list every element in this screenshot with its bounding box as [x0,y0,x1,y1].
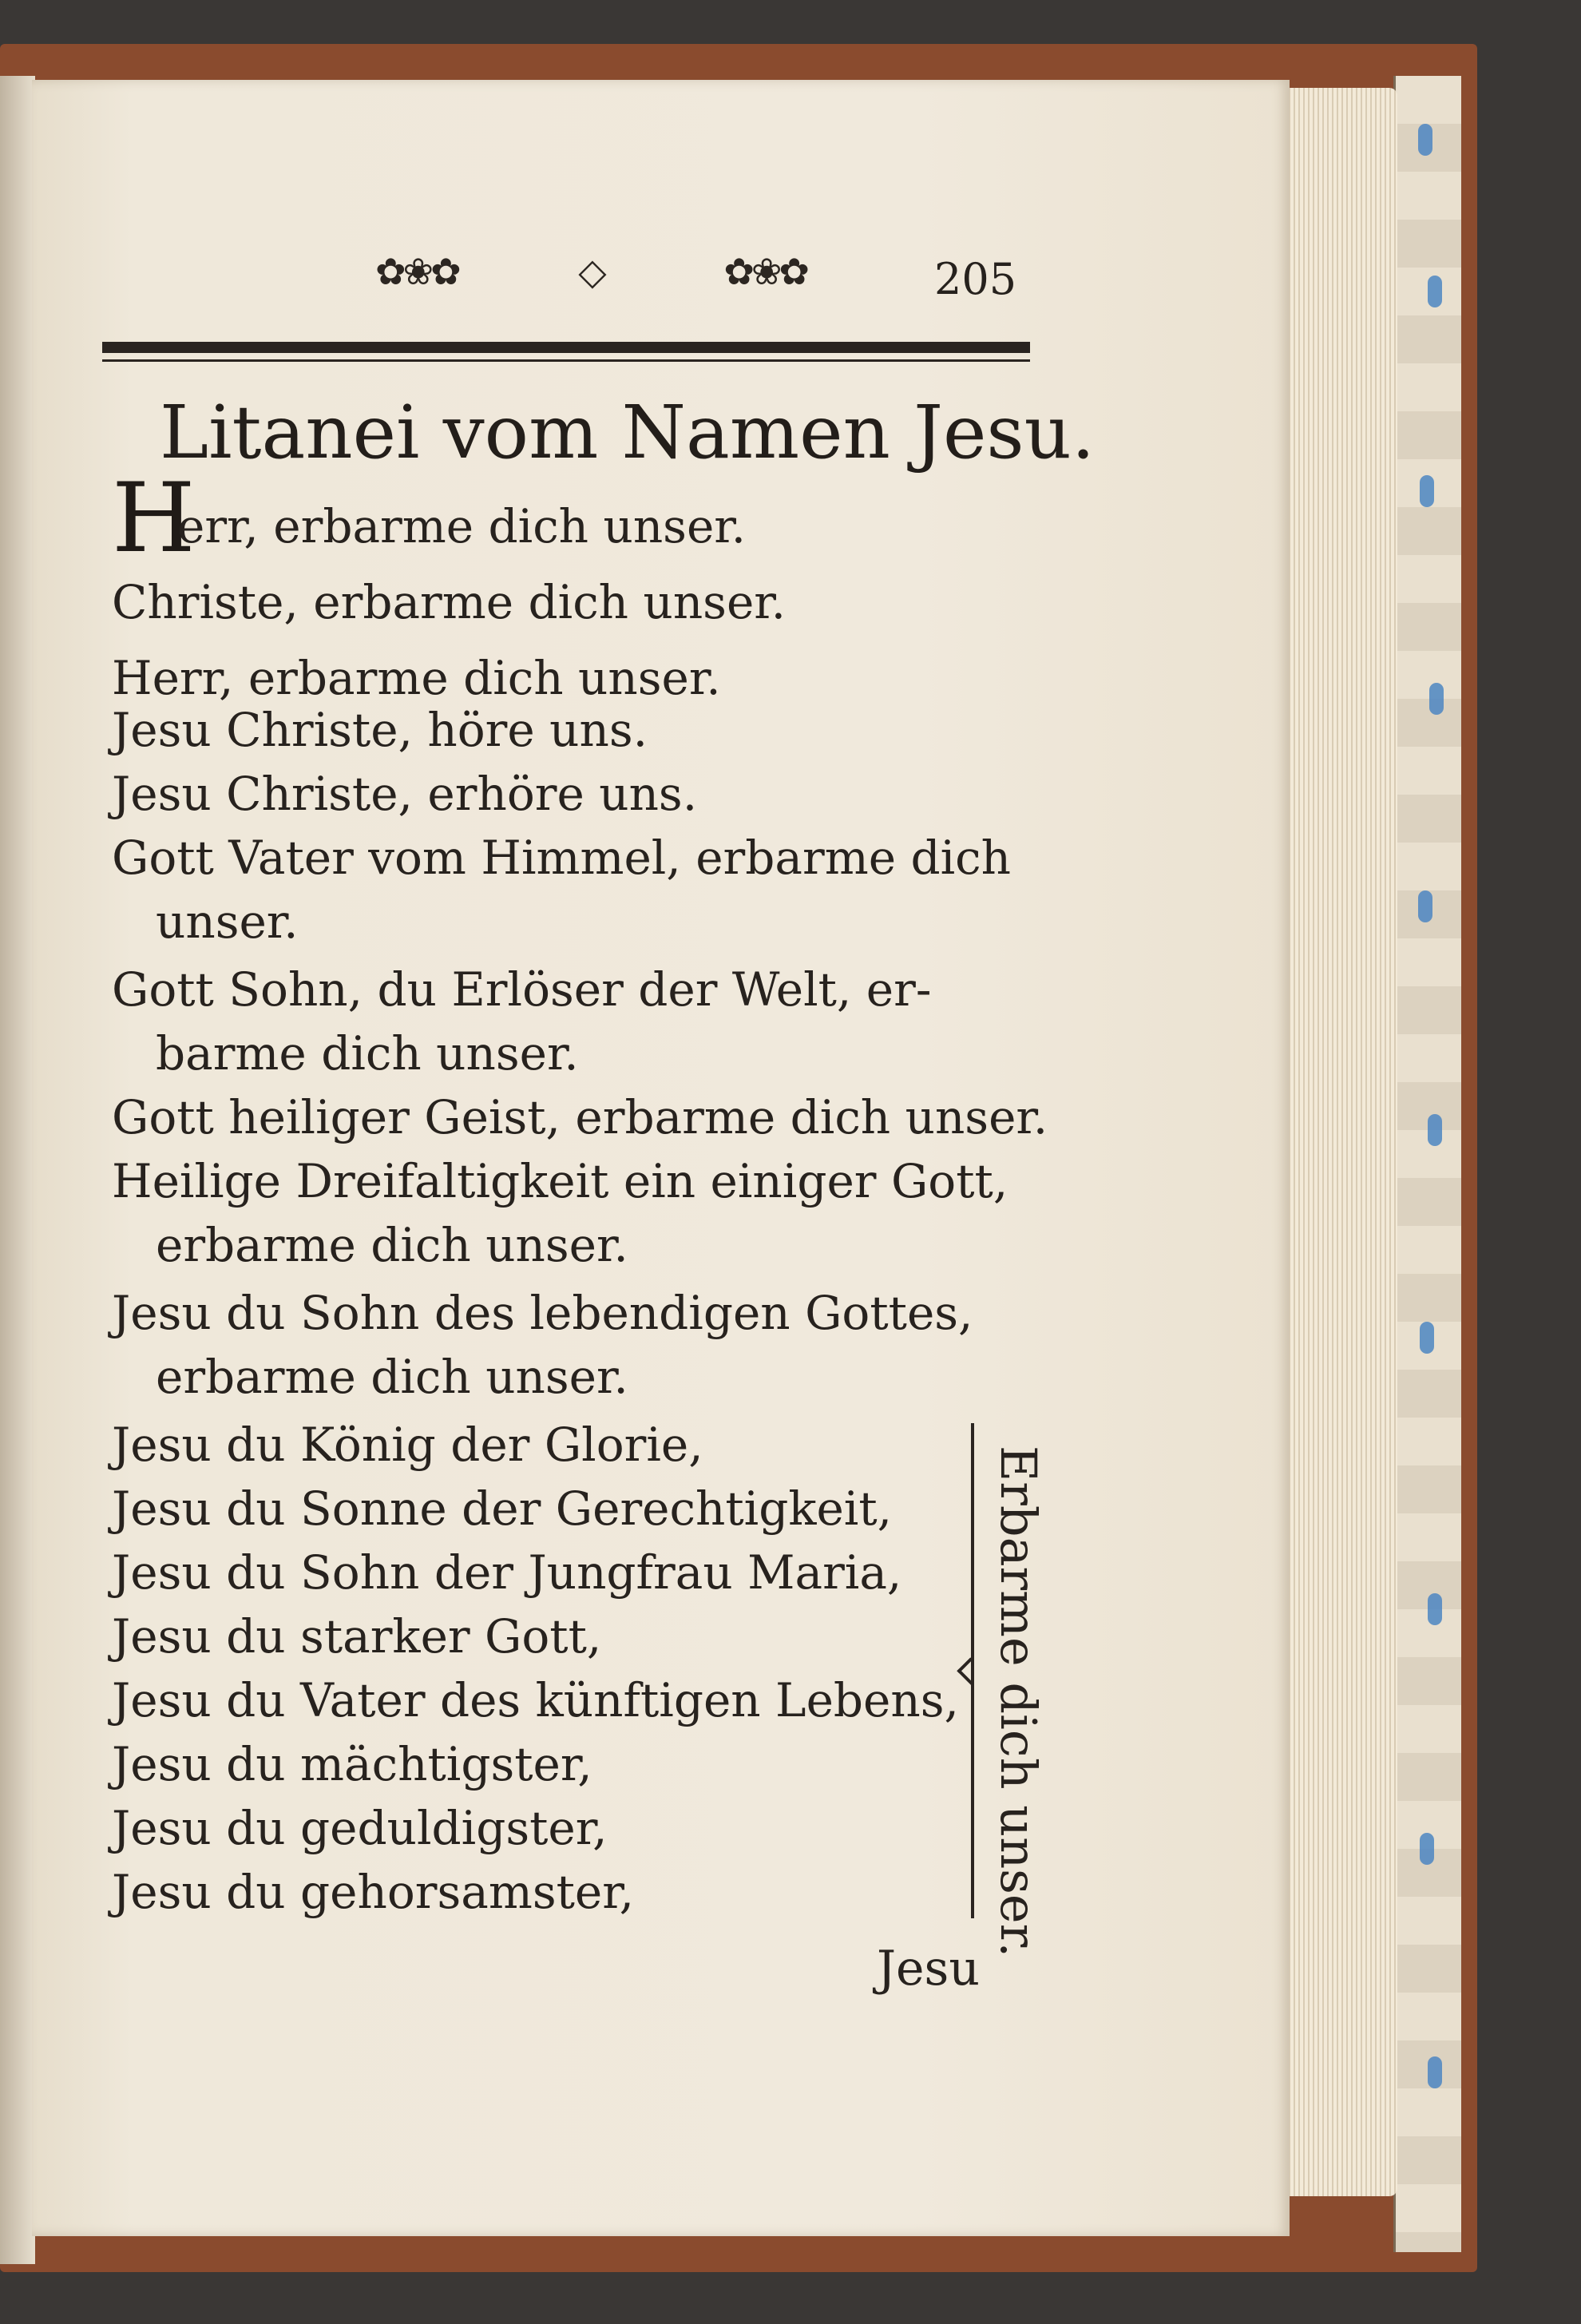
marbling-mark [1428,2056,1442,2088]
ornament-icon: ✿❀✿ [375,250,458,293]
catchword: Jesu [877,1941,980,1997]
text-line: Christe, erbarme dich unser. [112,575,787,629]
text-line: Jesu du mächtigster, [112,1737,592,1791]
marbling-mark [1418,124,1432,156]
marbling-mark [1428,1114,1442,1146]
ornament-icon: ◇ [578,250,604,293]
text-line: erbarme dich unser. [156,1350,628,1404]
marbling-mark [1428,276,1442,307]
previous-page-edge [0,76,35,2264]
ornament-icon: ✿❀✿ [723,250,806,293]
header-rule-thin [102,359,1030,362]
text-line: barme dich unser. [156,1026,579,1081]
text-line: unser. [156,894,299,949]
header-ornaments [375,248,806,295]
page-fore-edge [1286,88,1397,2196]
text-line: Jesu Christe, erhöre uns. [112,767,698,821]
text-line: Jesu du Sonne der Gerechtigkeit, [112,1481,893,1536]
text-line: Jesu du Sohn der Jungfrau Maria, [112,1545,902,1600]
text-line: erbarme dich unser. [156,1218,628,1272]
text-line: Jesu du starker Gott, [112,1609,602,1664]
text-line: err, erbarme dich unser. [177,499,747,553]
marbling-mark [1420,475,1434,507]
page-number: 205 [934,254,1017,304]
text-line: Jesu du Sohn des lebendigen Gottes, [112,1286,973,1340]
text-line: Gott Vater vom Himmel, erbarme dich [112,831,1011,885]
response-side-text: Erbarme dich unser. [989,1446,1048,1958]
header-rule [102,342,1030,353]
text-line: Jesu du gehorsamster, [112,1865,635,1919]
text-line: Jesu du geduldigster, [112,1801,608,1855]
marbling-mark [1420,1322,1434,1354]
marbling-mark [1429,683,1444,715]
text-line: Jesu du König der Glorie, [112,1418,703,1472]
drop-cap: H [112,463,196,574]
page-title: Litanei vom Namen Jesu. [160,390,1096,475]
text-line: Herr, erbarme dich unser. [112,651,721,705]
text-line: Jesu du Vater des künftigen Lebens, [112,1673,959,1727]
text-line: Heilige Dreifaltigkeit ein einiger Gott, [112,1154,1008,1208]
marbling-mark [1420,1833,1434,1865]
marbled-endpaper [1393,76,1461,2252]
marbling-mark [1418,890,1432,922]
marbling-mark [1428,1593,1442,1625]
text-line: Jesu Christe, höre uns. [112,703,648,757]
text-line: Gott heiliger Geist, erbarme dich unser. [112,1090,1048,1144]
text-line: Gott Sohn, du Erlöser der Welt, er- [112,962,932,1017]
